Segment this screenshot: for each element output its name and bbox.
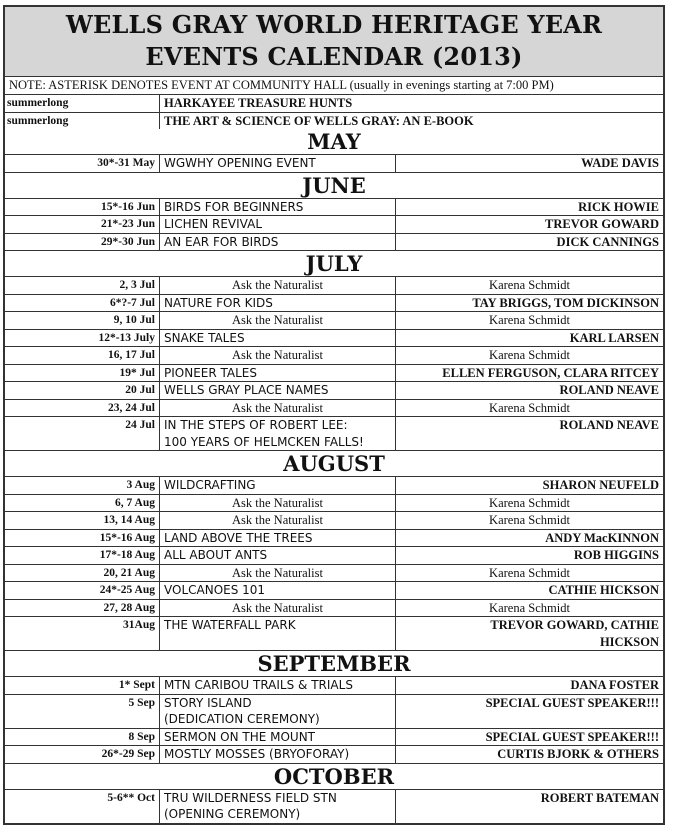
event-speaker: TAY BRIGGS, TOM DICKINSON: [472, 295, 659, 310]
event-row: [5, 512, 663, 530]
event-speaker: Karena Schmidt: [489, 400, 570, 415]
event-title: Ask the Naturalist: [232, 495, 323, 510]
event-row: [5, 216, 663, 234]
event-title-cell: [160, 400, 396, 417]
event-row: [5, 495, 663, 513]
event-title-cell: [160, 365, 396, 382]
event-date: 2, 3 Jul: [5, 277, 160, 294]
summerlong-section: [5, 95, 663, 129]
event-row: [5, 330, 663, 348]
event-subtitle: (OPENING CEREMONY): [164, 807, 301, 821]
event-title-cell: [160, 330, 396, 347]
event-date: 20, 21 Aug: [5, 565, 160, 582]
event-speaker-cell: [396, 790, 663, 823]
summerlong-row: [5, 113, 663, 130]
event-speaker: Karena Schmidt: [489, 278, 570, 292]
event-row: [5, 547, 663, 565]
event-speaker-cell: [396, 729, 663, 746]
summer-event: THE ART & SCIENCE OF WELLS GRAY: AN E-BOOK: [164, 113, 474, 128]
event-title: NATURE FOR KIDS: [164, 295, 273, 310]
event-title: Ask the Naturalist: [232, 278, 323, 292]
event-speaker-cell: [396, 382, 663, 399]
event-speaker: CATHIE HICKSON: [548, 583, 659, 597]
event-speaker: Karena Schmidt: [489, 513, 570, 527]
event-speaker-cell: [396, 677, 663, 694]
event-speaker: SPECIAL GUEST SPEAKER!!!: [485, 695, 659, 710]
event-date: 5-6** Oct: [5, 790, 160, 823]
event-row: [5, 382, 663, 400]
event-date: 20 Jul: [5, 382, 160, 399]
event-title: BIRDS FOR BEGINNERS: [164, 199, 304, 214]
event-title: WGWHY OPENING EVENT: [164, 156, 316, 170]
event-speaker: ROLAND NEAVE: [559, 383, 659, 397]
event-row: [5, 277, 663, 295]
event-speaker-cell: [396, 155, 663, 172]
event-title-cell: [160, 216, 396, 233]
events-calendar: [3, 5, 665, 825]
summer-when: summerlong: [5, 113, 160, 130]
event-row: [5, 347, 663, 365]
event-speaker: Karena Schmidt: [489, 313, 570, 327]
event-speaker: ROLAND NEAVE: [559, 418, 659, 432]
event-speaker: Karena Schmidt: [489, 565, 570, 580]
event-speaker-cell: [396, 617, 663, 650]
event-row: [5, 199, 663, 217]
event-date: 30*-31 May: [5, 155, 160, 172]
title-line-2: EVENTS CALENDAR (2013): [145, 42, 523, 71]
event-speaker-cell: [396, 600, 663, 617]
event-row: [5, 477, 663, 495]
event-row: [5, 677, 663, 695]
event-title: TRU WILDERNESS FIELD STN: [164, 790, 337, 805]
event-title: PIONEER TALES: [164, 365, 258, 380]
event-speaker: SPECIAL GUEST SPEAKER!!!: [485, 729, 659, 744]
event-speaker: Karena Schmidt: [489, 495, 570, 510]
event-row: [5, 234, 663, 252]
event-title-cell: [160, 582, 396, 599]
event-title: WELLS GRAY PLACE NAMES: [164, 383, 329, 397]
event-title: IN THE STEPS OF ROBERT LEE:: [164, 418, 348, 432]
month-header-october: OCTOBER: [5, 764, 663, 790]
event-speaker-cell: [396, 234, 663, 251]
title-line-1: WELLS GRAY WORLD HERITAGE YEAR: [65, 10, 603, 39]
event-title-cell: [160, 530, 396, 547]
event-title-cell: [160, 295, 396, 312]
event-speaker: TREVOR GOWARD, CATHIE: [490, 618, 659, 632]
event-row: [5, 729, 663, 747]
event-speaker-cell: [396, 417, 663, 450]
event-row: [5, 312, 663, 330]
event-date: 15*-16 Aug: [5, 530, 160, 547]
event-title: Ask the Naturalist: [232, 565, 323, 580]
event-title: VOLCANOES 101: [164, 583, 266, 597]
event-date: 31Aug: [5, 617, 160, 650]
event-speaker: ANDY MacKINNON: [545, 530, 659, 545]
event-title: AN EAR FOR BIRDS: [164, 234, 279, 249]
event-title: MOSTLY MOSSES (BRYOFORAY): [164, 747, 350, 761]
event-title: ALL ABOUT ANTS: [164, 548, 268, 562]
event-row: [5, 417, 663, 451]
event-title-cell: [160, 277, 396, 294]
event-title-cell: [160, 547, 396, 564]
event-speaker: KARL LARSEN: [569, 330, 659, 345]
event-speaker-cell: [396, 347, 663, 364]
event-date: 6*?-7 Jul: [5, 295, 160, 312]
event-speaker-cell: [396, 365, 663, 382]
event-speaker-cell: [396, 312, 663, 329]
event-speaker-cell: [396, 295, 663, 312]
event-date: 23, 24 Jul: [5, 400, 160, 417]
event-subtitle: 100 YEARS OF HELMCKEN FALLS!: [164, 434, 364, 449]
event-speaker-cell: [396, 216, 663, 233]
event-title-cell: [160, 695, 396, 728]
event-date: 1* Sept: [5, 677, 160, 694]
event-date: 21*-23 Jun: [5, 216, 160, 233]
event-date: 29*-30 Jun: [5, 234, 160, 251]
event-title-cell: [160, 312, 396, 329]
event-speaker: ELLEN FERGUSON, CLARA RITCEY: [442, 365, 659, 380]
event-title-cell: [160, 495, 396, 512]
event-title-cell: [160, 790, 396, 823]
summerlong-row: [5, 95, 663, 113]
event-speaker: RICK HOWIE: [578, 199, 659, 214]
event-title: STORY ISLAND: [164, 695, 252, 710]
event-date: 26*-29 Sep: [5, 746, 160, 763]
event-speaker-continued: HICKSON: [599, 634, 659, 649]
event-title: THE WATERFALL PARK: [164, 618, 296, 632]
calendar-title: [5, 7, 663, 77]
event-date: 17*-18 Aug: [5, 547, 160, 564]
event-speaker: TREVOR GOWARD: [545, 217, 659, 231]
event-title: MTN CARIBOU TRAILS & TRIALS: [164, 678, 353, 692]
event-date: 9, 10 Jul: [5, 312, 160, 329]
event-speaker: ROB HIGGINS: [573, 548, 659, 562]
event-row: [5, 600, 663, 618]
event-row: [5, 295, 663, 313]
month-header-may: MAY: [5, 129, 663, 155]
event-title-cell: [160, 729, 396, 746]
event-row: [5, 400, 663, 418]
event-speaker: DANA FOSTER: [570, 678, 659, 692]
event-title-cell: [160, 382, 396, 399]
event-title-cell: [160, 512, 396, 529]
summer-event: HARKAYEE TREASURE HUNTS: [164, 96, 353, 110]
event-speaker-cell: [396, 565, 663, 582]
month-header-june: JUNE: [5, 173, 663, 199]
event-speaker: WADE DAVIS: [581, 156, 659, 170]
event-row: [5, 746, 663, 764]
event-title-cell: [160, 199, 396, 216]
event-title: Ask the Naturalist: [232, 600, 323, 615]
event-title-cell: [160, 565, 396, 582]
event-speaker-cell: [396, 400, 663, 417]
event-speaker-cell: [396, 695, 663, 728]
event-speaker-cell: [396, 277, 663, 294]
event-title: Ask the Naturalist: [232, 313, 323, 327]
summer-when: summerlong: [5, 95, 160, 112]
event-speaker-cell: [396, 199, 663, 216]
event-speaker: ROBERT BATEMAN: [540, 790, 659, 805]
event-row: [5, 790, 663, 823]
event-title-cell: [160, 600, 396, 617]
event-row: [5, 617, 663, 651]
asterisk-note: NOTE: ASTERISK DENOTES EVENT AT COMMUNITY HALL (usually in evenings starting at 7:00 PM): [5, 77, 663, 95]
event-speaker: Karena Schmidt: [489, 348, 570, 362]
event-speaker: DICK CANNINGS: [556, 234, 659, 249]
event-subtitle: (DEDICATION CEREMONY): [164, 712, 320, 726]
event-speaker-cell: [396, 746, 663, 763]
event-row: [5, 695, 663, 729]
event-date: 15*-16 Jun: [5, 199, 160, 216]
event-title: SNAKE TALES: [164, 330, 245, 345]
event-title-cell: [160, 417, 396, 450]
event-speaker-cell: [396, 582, 663, 599]
event-date: 24*-25 Aug: [5, 582, 160, 599]
event-date: 6, 7 Aug: [5, 495, 160, 512]
event-title-cell: [160, 477, 396, 494]
event-date: 3 Aug: [5, 477, 160, 494]
event-title-cell: [160, 155, 396, 172]
event-row: [5, 155, 663, 173]
event-title-cell: [160, 677, 396, 694]
event-title-cell: [160, 347, 396, 364]
event-title-cell: [160, 746, 396, 763]
event-title: Ask the Naturalist: [232, 400, 323, 415]
event-date: 24 Jul: [5, 417, 160, 450]
event-date: 19* Jul: [5, 365, 160, 382]
event-speaker-cell: [396, 495, 663, 512]
event-row: [5, 365, 663, 383]
month-header-july: JULY: [5, 251, 663, 277]
event-speaker: SHARON NEUFELD: [542, 478, 659, 492]
event-date: 27, 28 Aug: [5, 600, 160, 617]
event-speaker: Karena Schmidt: [489, 600, 570, 615]
event-date: 8 Sep: [5, 729, 160, 746]
event-title: LICHEN REVIVAL: [164, 217, 263, 231]
event-speaker-cell: [396, 512, 663, 529]
event-title: Ask the Naturalist: [232, 348, 323, 362]
event-title: SERMON ON THE MOUNT: [164, 729, 316, 744]
months-section: [5, 129, 663, 823]
month-header-august: AUGUST: [5, 451, 663, 477]
event-speaker-cell: [396, 530, 663, 547]
event-date: 12*-13 July: [5, 330, 160, 347]
event-row: [5, 530, 663, 548]
event-title-cell: [160, 234, 396, 251]
event-title: LAND ABOVE THE TREES: [164, 530, 313, 545]
event-speaker-cell: [396, 547, 663, 564]
event-speaker-cell: [396, 477, 663, 494]
event-date: 16, 17 Jul: [5, 347, 160, 364]
event-row: [5, 582, 663, 600]
event-speaker: CURTIS BJORK & OTHERS: [497, 747, 659, 761]
event-date: 5 Sep: [5, 695, 160, 728]
event-speaker-cell: [396, 330, 663, 347]
event-row: [5, 565, 663, 583]
event-date: 13, 14 Aug: [5, 512, 160, 529]
event-title-cell: [160, 617, 396, 650]
event-title: WILDCRAFTING: [164, 478, 256, 492]
event-title: Ask the Naturalist: [232, 513, 323, 527]
month-header-september: SEPTEMBER: [5, 651, 663, 677]
